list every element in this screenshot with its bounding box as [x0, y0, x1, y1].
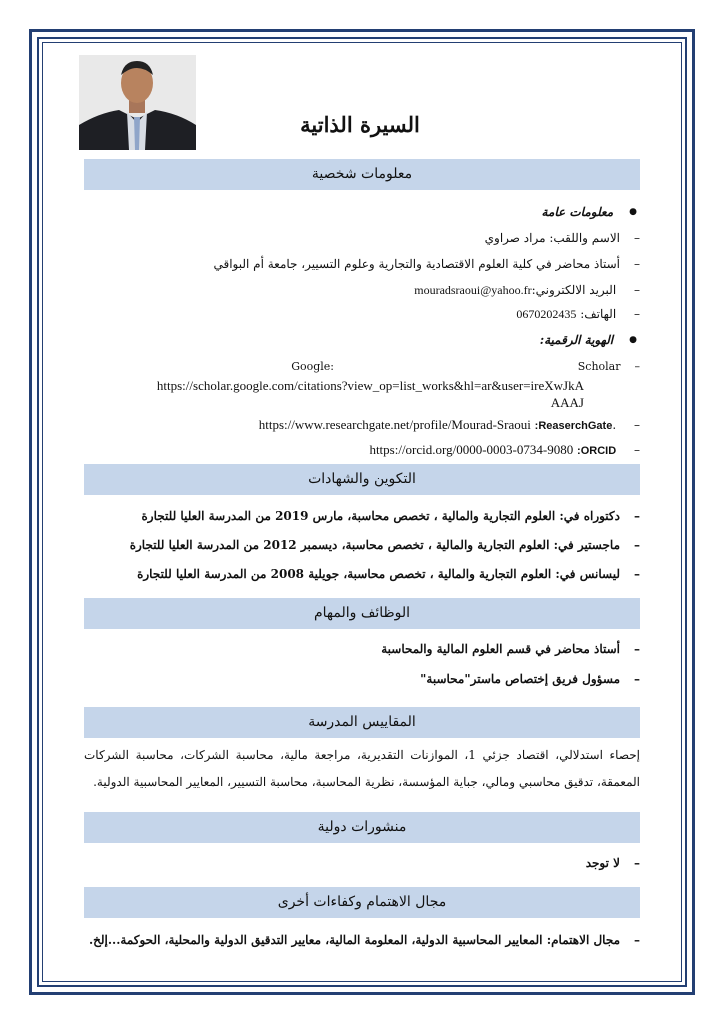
- section-personal: معلومات شخصية: [84, 159, 640, 190]
- position-line: – أستاذ محاضر في كلية العلوم الاقتصادية والتجارية وعلوم التسيير، جامعة أم البواقي: [213, 257, 640, 271]
- education-item: – ماجستير في: العلوم التجارية والمالية ، تخصص محاسبة، ديسمبر 2012 من المدرسة العليا للتجارة: [130, 538, 640, 552]
- email-value[interactable]: mouradsraoui@yahoo.fr: [414, 283, 532, 297]
- section-interests: مجال الاهتمام وكفاءات أخرى: [84, 887, 640, 918]
- section-courses: المقاييس المدرسة: [84, 707, 640, 738]
- profile-photo: [79, 55, 196, 150]
- phone-label: الهاتف:: [580, 307, 617, 321]
- scholar-label: – Scholar: [578, 360, 640, 373]
- job-item: – أستاذ محاضر في قسم العلوم المالية والمحاسبة: [381, 642, 640, 656]
- section-jobs: الوظائف والمهام: [84, 598, 640, 629]
- rg-label: ReaserchGate: [538, 420, 613, 432]
- digital-heading: ● الهوية الرقمية:: [540, 333, 637, 347]
- rg-line: – https://www.researchgate.net/profile/Mourad-Sraoui :ReaserchGate.: [259, 417, 640, 433]
- section-publications: منشورات دولية: [84, 812, 640, 843]
- scholar-url[interactable]: https://scholar.google.com/citations?view_op=list_works&hl=ar&user=ireXwJkA: [156, 378, 584, 393]
- job-item: – مسؤول فريق إختصاص ماستر"محاسبة": [420, 672, 640, 686]
- orcid-line: – https://orcid.org/0000-0003-0734-9080 :ORCID: [369, 442, 640, 458]
- orcid-label: ORCID: [580, 445, 617, 457]
- section-education: التكوين والشهادات: [84, 464, 640, 495]
- email-line: [414, 283, 640, 298]
- email-label: البريد الالكتروني:: [531, 283, 617, 297]
- scholar-url-cont[interactable]: AAAJ: [550, 395, 584, 410]
- phone-line: [516, 307, 640, 322]
- general-heading: ● معلومات عامة: [542, 205, 637, 219]
- publications-item: – لا توجد: [586, 856, 640, 870]
- page-title: السيرة الذاتية: [300, 112, 420, 137]
- courses-text: إحصاء استدلالي، اقتصاد جزئي 1، الموازنات التقديرية، مراجعة مالية، محاسبة الشركات، محاسبة الشركات المعمقة، تدقيق محاسبي ومالي، جباية المؤسسة، نظرية المحاسبة، محاسبة التسيير، المعايير المحاسبية الدولية.: [84, 748, 640, 789]
- name-line: – الاسم واللقب: مراد صراوي: [485, 231, 640, 245]
- education-item: – دكتوراه في: العلوم التجارية والمالية ، تخصص محاسبة، مارس 2019 من المدرسة العليا للتجارة: [142, 509, 640, 523]
- interests-item: – مجال الاهتمام: المعايير المحاسبية الدولية، المعلومة المالية، معايير التدقيق الدولية والمحلية، الحوكمة...إلخ.: [89, 933, 640, 947]
- rg-url[interactable]: https://www.researchgate.net/profile/Mourad-Sraoui: [258, 417, 531, 432]
- orcid-url[interactable]: https://orcid.org/0000-0003-0734-9080: [369, 442, 574, 457]
- google-label: Google:: [291, 360, 334, 373]
- education-item: – ليسانس في: العلوم التجارية والمالية ، تخصص محاسبة، جويلية 2008 من المدرسة العليا للتجارة: [137, 567, 640, 581]
- phone-value: 0670202435: [516, 307, 577, 321]
